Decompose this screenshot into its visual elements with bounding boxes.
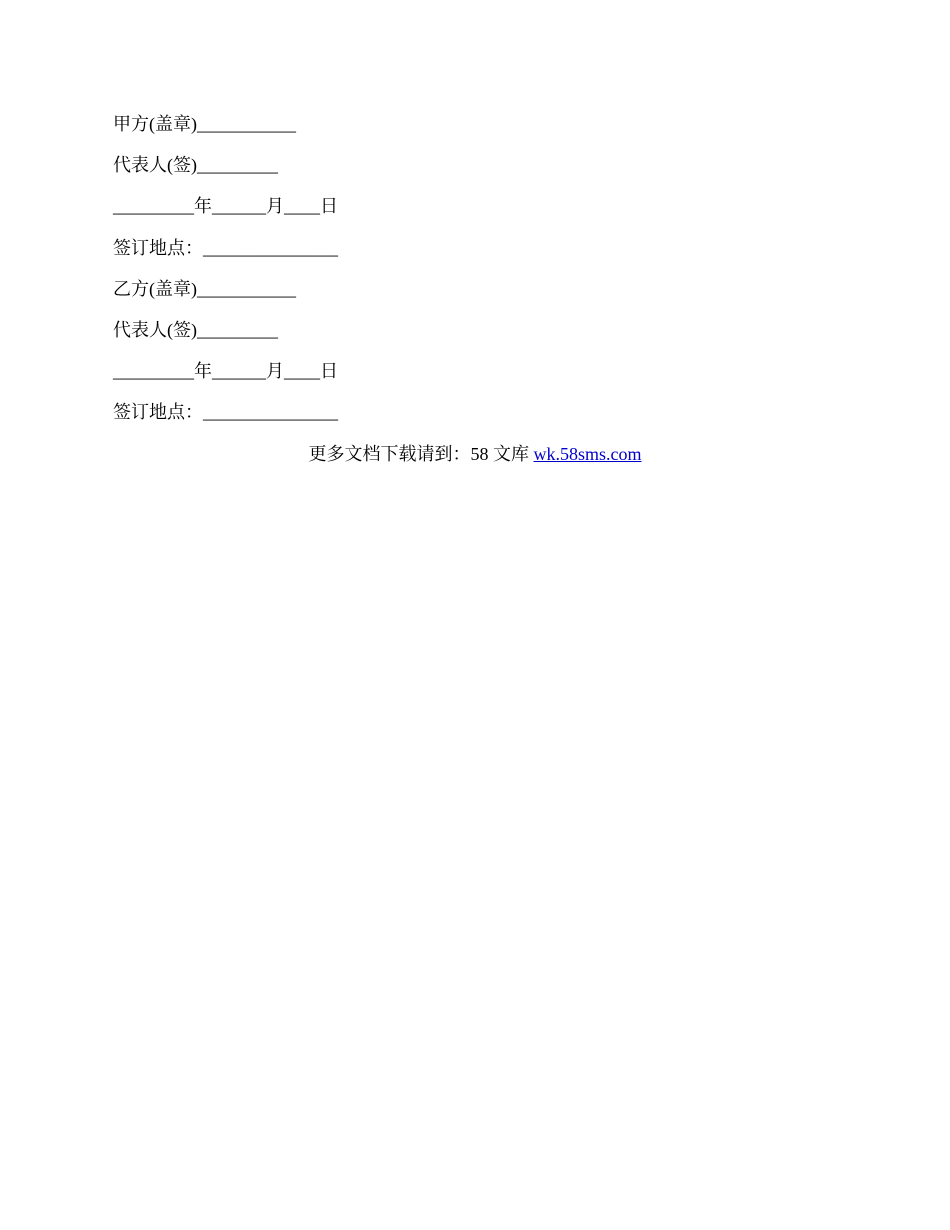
footer-text: 更多文档下载请到：58 文库 (308, 444, 534, 464)
party-b-date-line: _________年______月____日 (113, 361, 338, 382)
party-a-seal-line: 甲方(盖章)___________ (113, 114, 296, 134)
footer-link[interactable]: wk.58sms.com (533, 444, 642, 464)
party-b-seal-line: 乙方(盖章)___________ (113, 278, 296, 299)
download-footer (0, 440, 950, 468)
party-a-representative-line: 代表人(签)_________ (113, 155, 278, 176)
party-b-location-line: 签订地点：_______________ (113, 402, 338, 423)
party-a-location-line: 签订地点：_______________ (113, 237, 338, 258)
party-a-date-line: _________年______月____日 (113, 196, 338, 217)
signature-block (113, 110, 833, 440)
party-b-representative-line: 代表人(签)_________ (113, 319, 278, 340)
